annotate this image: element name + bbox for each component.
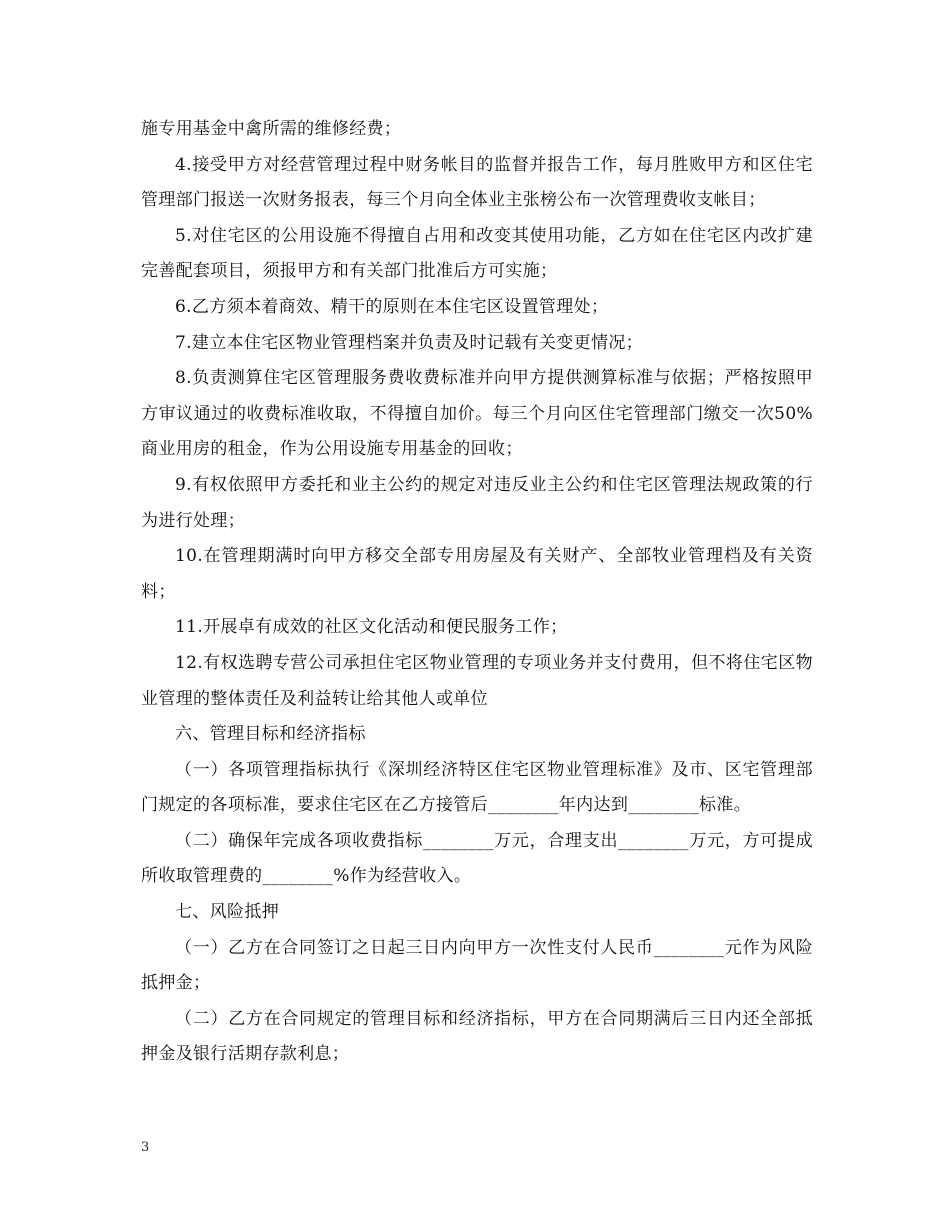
paragraph-item-10: 10.在管理期满时向甲方移交全部专用房屋及有关财产、全部牧业管理档及有关资料； <box>141 546 813 602</box>
paragraph-section-7-1: （一）乙方在合同签订之日起三日内向甲方一次性支付人民币________元作为风险抵押金； <box>141 937 813 994</box>
paragraph-section-6-2: （二）确保年完成各项收费指标________万元，合理支出________万元，方可提成所收取管理费的________%作为经营收入。 <box>141 830 813 887</box>
paragraph-item-11: 11.开展卓有成效的社区文化活动和便民服务工作； <box>175 617 568 638</box>
paragraph-item-8: 8.负责测算住宅区管理服务费收费标准并向甲方提供测算标准与依据；严格按照甲方审议通过的收费标准收取，不得擅自加价。每三个月向区住宅管理部门缴交一次50%商业用房的租金，作为公用设施专用基金的回收； <box>141 368 813 460</box>
paragraph-item-5: 5.对住宅区的公用设施不得擅自占用和改变其使用功能，乙方如在住宅区内改扩建完善配套项目，须报甲方和有关部门批准后方可实施； <box>141 225 813 282</box>
paragraph-item-6: 6.乙方须本着商效、精干的原则在本住宅区设置管理处； <box>175 296 609 317</box>
paragraph-item-9: 9.有权依照甲方委托和业主公约的规定对违反业主公约和住宅区管理法规政策的行为进行处理； <box>141 474 813 531</box>
section-heading-7: 七、风险抵押 <box>175 902 280 923</box>
section-heading-6: 六、管理目标和经济指标 <box>175 724 366 745</box>
page-number: 3 <box>141 1140 150 1155</box>
paragraph-section-6-1: （一）各项管理指标执行《深圳经济特区住宅区物业管理标准》及市、区宅管理部门规定的各项标准，要求住宅区在乙方接管后________年内达到________标准。 <box>141 759 813 816</box>
paragraph-item-4: 4.接受甲方对经营管理过程中财务帐目的监督并报告工作，每月胜败甲方和区住宅管理部门报送一次财务报表，每三个月向全体业主张榜公布一次管理费收支帐目； <box>141 154 813 211</box>
paragraph-continuation: 施专用基金中禽所需的维修经费； <box>141 119 402 139</box>
paragraph-item-12: 12.有权选聘专营公司承担住宅区物业管理的专项业务并支付费用，但不将住宅区物业管理的整体责任及利益转让给其他人或单位 <box>141 652 813 709</box>
paragraph-item-7: 7.建立本住宅区物业管理档案并负责及时记载有关变更情况； <box>175 332 644 353</box>
paragraph-section-7-2: （二）乙方在合同规定的管理目标和经济指标，甲方在合同期满后三日内还全部抵押金及银行活期存款利息； <box>141 1008 813 1065</box>
body-text <box>141 112 813 1073</box>
